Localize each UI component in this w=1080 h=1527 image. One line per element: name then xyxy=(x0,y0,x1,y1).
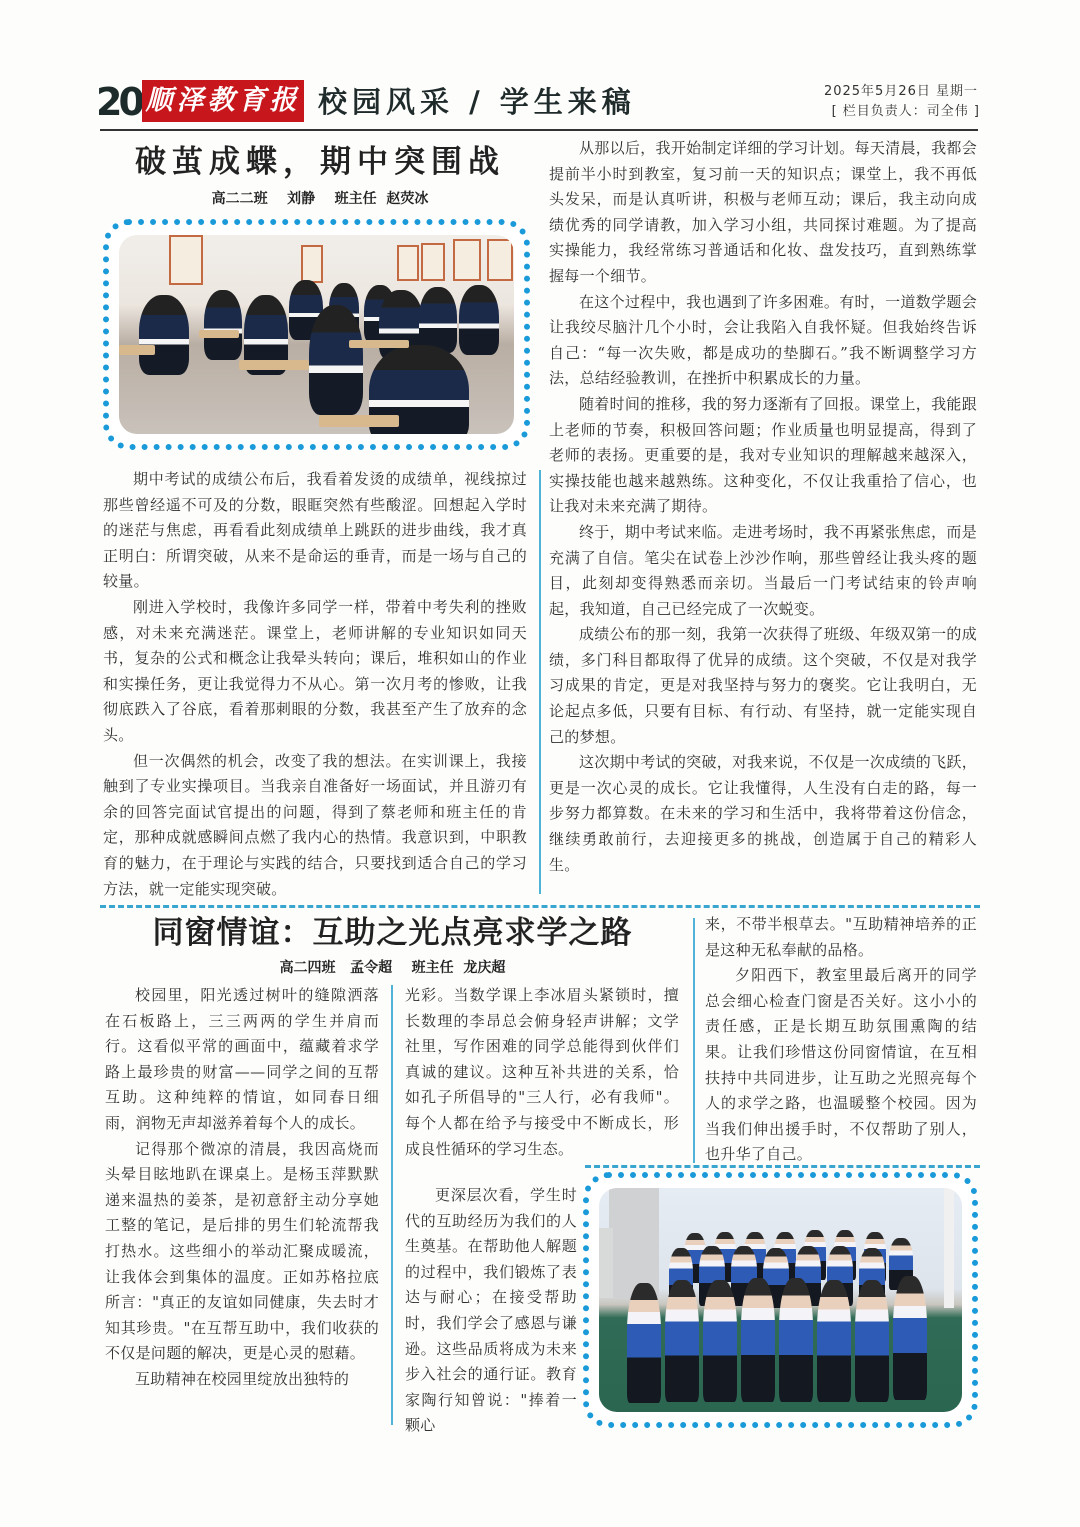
photo-dashed-divider xyxy=(585,1165,980,1168)
paragraph: 记得那个微凉的清晨，我因高烧而头晕目眩地趴在课桌上。是杨玉萍默默递来温热的姜茶，是初意舒主动分享她工整的笔记，是后排的男生们轮流帮我打热水。这些细小的举动汇聚成暖流，让我体会到集体的温度。正如苏格拉底所言："真正的友谊如同健康，失去时才知其珍贵。"在互帮互助中，我们收获的不仅是问题的解决，更是心灵的慰藉。 xyxy=(105,1139,379,1363)
article-1-column-right xyxy=(549,136,977,878)
paragraph: 成绩公布的那一刻，我第一次获得了班级、年级双第一的成绩，多门科目都取得了优异的成绩。这个突破，不仅是对我学习成果的肯定，更是对我坚持与努力的褒奖。它让我明白，无论起点多低，只要有目标、有行动、有坚持，就一定能实现自己的梦想。 xyxy=(549,625,977,746)
section-title: 校园风采 / 学生来稿 xyxy=(318,85,636,119)
column-divider xyxy=(391,985,393,1425)
classroom-exam-photo xyxy=(119,235,514,434)
article-2-byline: 高二四班 孟令超 班主任 龙庆超 xyxy=(279,960,506,976)
paragraph: 校园里，阳光透过树叶的缝隙洒落在石板路上，三三两两的学生并肩而行。这看似平常的画面中，蕴藏着求学路上最珍贵的财富——同学之间的互帮互助。这种纯粹的情谊，如同春日细雨，润物无声却滋养着每个人的成长。 xyxy=(105,986,379,1132)
paragraph: 随着时间的推移，我的努力逐渐有了回报。课堂上，我能跟上老师的节奏，积极回答问题；作业质量也明显提高，得到了老师的表扬。更重要的是，我对专业知识的理解越来越深入，实操技能也越来越熟练。这种变化，不仅让我重拾了信心，也让我对未来充满了期待。 xyxy=(549,394,977,516)
paragraph: 期中考试的成绩公布后，我看着发烫的成绩单，视线掠过那些曾经遥不可及的分数，眼眶突然有些酸涩。回想起入学时的迷茫与焦虑，再看看此刻成绩单上跳跃的进步曲线，我才真正明白：所谓突破，从来不是命运的垂青，而是一场与自己的较量。 xyxy=(103,470,527,591)
column-divider xyxy=(539,470,541,894)
article-1-column-left xyxy=(103,467,527,902)
article-2-column-2 xyxy=(405,983,679,1162)
article-1-photo-frame xyxy=(103,219,530,450)
column-divider xyxy=(693,918,695,1163)
paragraph: 更深层次看，学生时代的互助经历为我们的人生奠基。在帮助他人解题的过程中，我们锻炼了表达与耐心；在接受帮助时，我们学会了感恩与谦逊。这些品质将成为未来步入社会的通行证。教育家陶行知曾说："捧着一颗心 xyxy=(405,1186,577,1435)
issue-date: 2025年5月26日 星期一 xyxy=(823,84,978,99)
paragraph: 刚进入学校时，我像许多同学一样，带着中考失利的挫败感，对未来充满迷茫。课堂上，老师讲解的专业知识如同天书，复杂的公式和概念让我晕头转向；课后，堆积如山的作业和实操任务，更让我觉得力不从心。第一次月考的惨败，让我彻底跌入了谷底，看着那刺眼的分数，我甚至产生了放弃的念头。 xyxy=(103,597,527,744)
paragraph: 终于，期中考试来临。走进考场时，我不再紧张焦虑，而是充满了自信。笔尖在试卷上沙沙作响，那些曾经让我头疼的题目，此刻却变得熟悉而亲切。当最后一门考试结束的铃声响起，我知道，自己已经完成了一次蜕变。 xyxy=(549,522,977,618)
article-2-photo-frame xyxy=(583,1172,978,1428)
article-2-column-2-lower xyxy=(405,1183,577,1439)
article-2-title: 同窗情谊：互助之光点亮求学之路 xyxy=(152,915,633,951)
paragraph: 来，不带半根草去。"互助精神培养的正是这种无私奉献的品格。 xyxy=(705,915,977,959)
paragraph: 夕阳西下，教室里最后离开的同学总会细心检查门窗是否关好。这小小的责任感，正是长期互助氛围熏陶的结果。让我们珍惜这份同窗情谊，在互相扶持中共同进步，让互助之光照亮每个人的求学之路，也温暖整个校园。因为当我们伸出援手时，不仅帮助了别人，也升华了自己。 xyxy=(705,966,977,1164)
paragraph: 在这个过程中，我也遇到了许多困难。有时，一道数学题会让我绞尽脑汁几个小时，会让我陷入自我怀疑。但我始终告诉自己：“每一次失败，都是成功的垫脚石。”我不断调整学习方法，总结经验教训，在挫折中积累成长的力量。 xyxy=(549,292,977,388)
article-1-title: 破茧成蝶，期中突围战 xyxy=(135,144,505,180)
paragraph: 这次期中考试的突破，对我来说，不仅是一次成绩的飞跃，更是一次心灵的成长。它让我懂得，人生没有白走的路，每一步努力都算数。在未来的学习和生活中，我将带着这份信念，继续勇敢前行，去迎接更多的挑战，创造属于自己的精彩人生。 xyxy=(549,753,977,874)
paragraph: 互助精神在校园里绽放出独特的 xyxy=(135,1369,350,1388)
column-editor: [ 栏目负责人：司全伟 ] xyxy=(831,104,980,119)
newspaper-masthead: 顺泽教育报 xyxy=(142,80,304,122)
article-1-byline: 高二二班 刘静 班主任 赵荧冰 xyxy=(211,191,429,207)
paragraph: 光彩。当数学课上李冰眉头紧锁时，擅长数理的李昂总会俯身轻声讲解；文学社里，写作困难的同学总能得到伙伴们真诚的建议。这种互补共进的关系，恰如孔子所倡导的"三人行，必有我师"。每个人都在给予与接受中不断成长，形成良性循环的学习生态。 xyxy=(405,986,679,1158)
article-2-column-1 xyxy=(105,983,379,1393)
paragraph: 从那以后，我开始制定详细的学习计划。每天清晨，我都会提前半小时到教室，复习前一天的知识点；课堂上，我不再低头发呆，而是认真听讲，积极与老师互动；课后，我主动向成绩优秀的同学请教，加入学习小组，共同探讨难题。为了提高实操能力，我经常练习普通话和化妆、盘发技巧，直到熟练掌握每一个细节。 xyxy=(549,139,977,285)
article-2-column-3 xyxy=(705,912,977,1168)
class-group-photo xyxy=(599,1188,962,1412)
paragraph: 但一次偶然的机会，改变了我的想法。在实训课上，我接触到了专业实操项目。当我亲自准备好一场面试，并且游刃有余的回答完面试官提出的问题，得到了蔡老师和班主任的肯定，那种成就感瞬间点燃了我内心的热情。我意识到，中职教育的魅力，在于理论与实践的结合，只要找到适合自己的学习方法，就一定能实现突破。 xyxy=(103,751,527,898)
header-rule xyxy=(100,129,978,131)
page-number: 20 xyxy=(96,80,141,124)
